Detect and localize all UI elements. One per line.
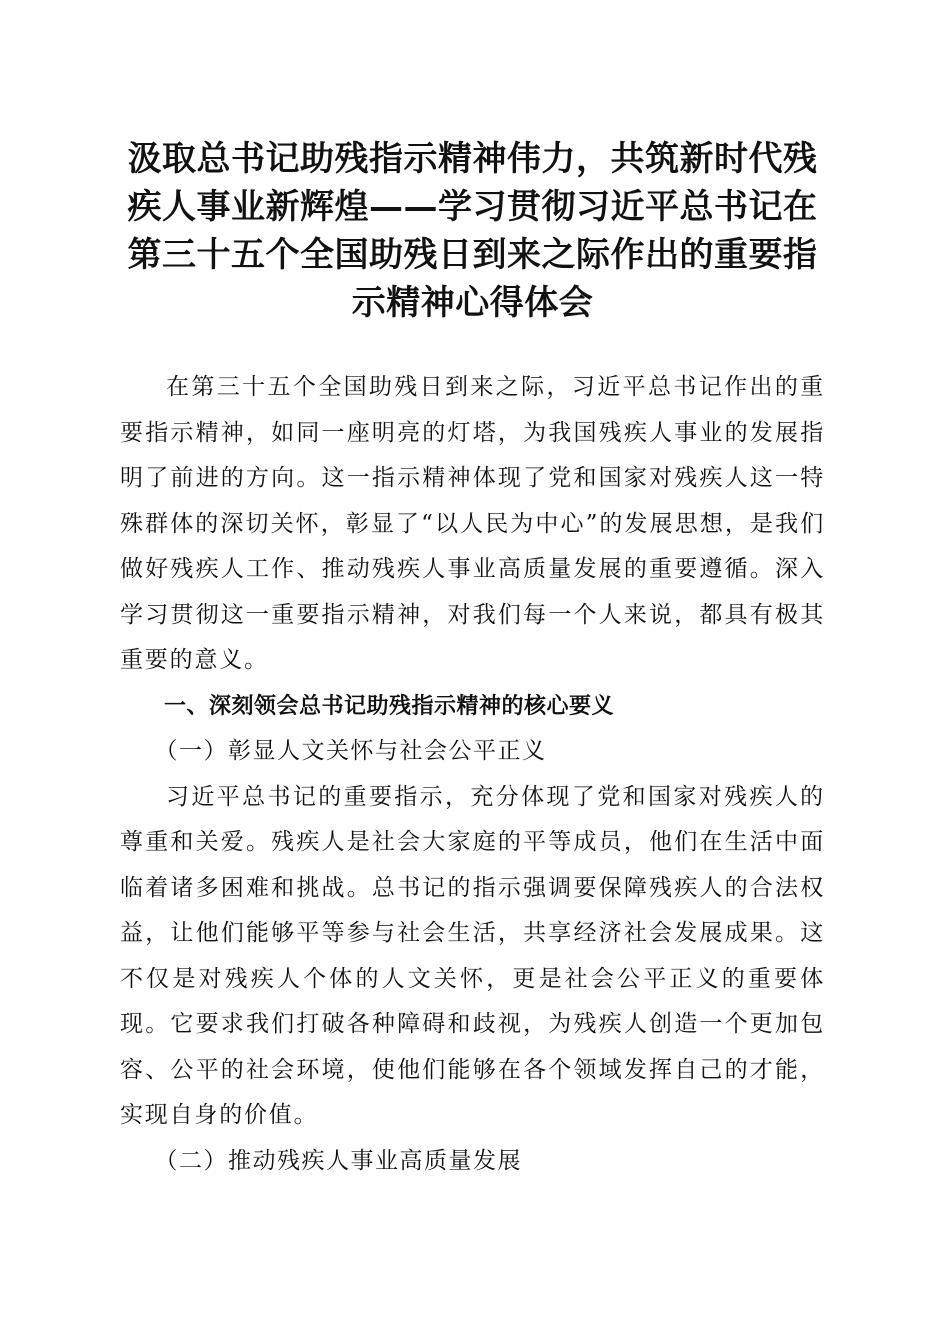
intro-paragraph: 在第三十五个全国助残日到来之际，习近平总书记作出的重要指示精神，如同一座明亮的灯塔，为我国残疾人事业的发展指明了前进的方向。这一指示精神体现了党和国家对残疾人这一特殊群体的深切关怀，彰显了“以人民为中心”的发展思想，是我们做好残疾人工作、推动残疾人事业高质量发展的重要遵循。深入学习贯彻这一重要指示精神，对我们每一个人来说，都具有极其重要的意义。 [120, 374, 825, 673]
title-line-2: 疾人事业新辉煌——学习贯彻习近平总书记在 [127, 187, 818, 227]
title-line-3: 第三十五个全国助残日到来之际作出的重要指 [127, 235, 818, 275]
document-title [100, 135, 845, 327]
section-heading-1: 一、深刻领会总书记助残指示精神的核心要义 [164, 693, 615, 719]
subsection-heading-1: （一）彰显人文关怀与社会公平正义 [154, 738, 547, 764]
document-body [120, 365, 825, 1184]
subsection-paragraph-1: 习近平总书记的重要指示，充分体现了党和国家对残疾人的尊重和关爱。残疾人是社会大家庭的平等成员，他们在生活中面临着诸多困难和挑战。总书记的指示强调要保障残疾人的合法权益，让他们能够平等参与社会生活，共享经济社会发展成果。这不仅是对残疾人个体的人文关怀，更是社会公平正义的重要体现。它要求我们打破各种障碍和歧视，为残疾人创造一个更加包容、公平的社会环境，使他们能够在各个领域发挥自己的才能，实现自身的价值。 [120, 783, 825, 1128]
title-line-1: 汲取总书记助残指示精神伟力，共筑新时代残 [127, 139, 818, 179]
title-line-4: 示精神心得体会 [351, 283, 594, 323]
subsection-heading-2: （二）推动残疾人事业高质量发展 [154, 1147, 522, 1174]
